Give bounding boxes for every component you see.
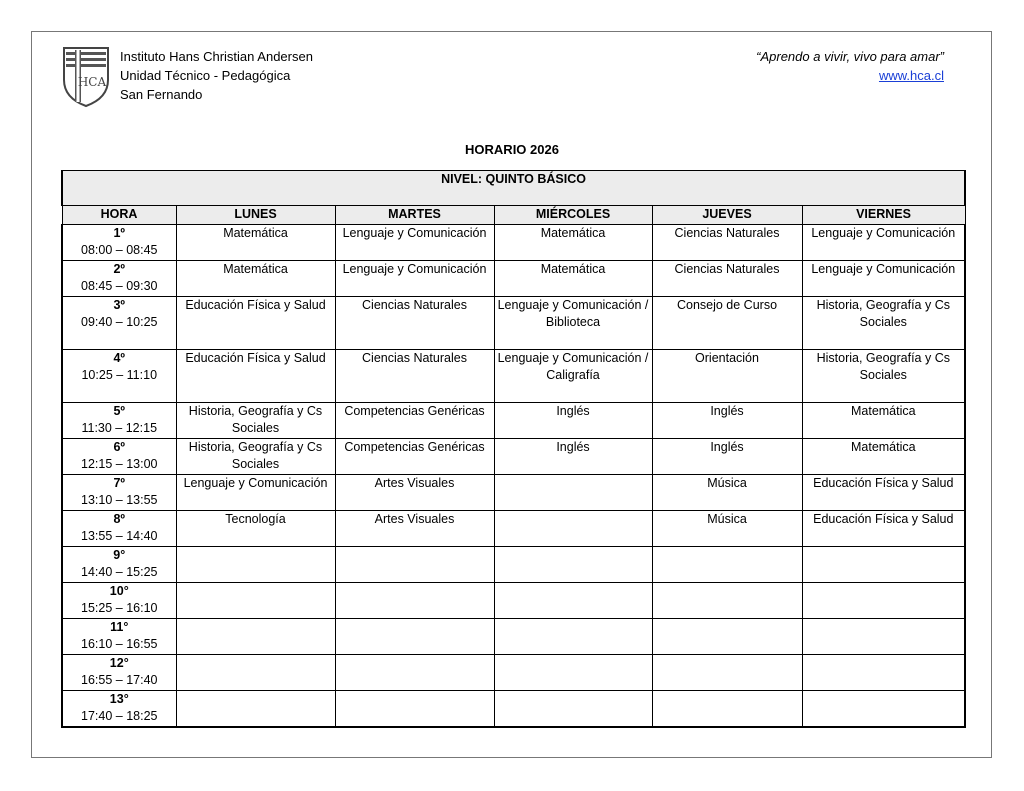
subject-cell xyxy=(494,618,652,654)
schedule-title: HORARIO 2026 xyxy=(465,142,559,157)
period-cell xyxy=(62,618,176,654)
subject-cell xyxy=(335,618,494,654)
subject-cell xyxy=(802,546,965,582)
period-time: 11:30 – 12:15 xyxy=(81,421,158,435)
subject-cell xyxy=(176,618,335,654)
period-time: 09:40 – 10:25 xyxy=(81,315,158,329)
period-number: 13° xyxy=(109,691,129,706)
subject-cell xyxy=(176,654,335,690)
table-row xyxy=(62,438,965,474)
subject-cell: Inglés xyxy=(494,402,652,438)
period-cell xyxy=(62,654,176,690)
period-number: 12° xyxy=(109,655,129,670)
level-label: NIVEL: QUINTO BÁSICO xyxy=(62,171,965,206)
period-time: 15:25 – 16:10 xyxy=(81,601,158,615)
subject-cell: Inglés xyxy=(652,402,802,438)
table-row xyxy=(62,349,965,402)
subject-cell: Consejo de Curso xyxy=(652,296,802,349)
subject-cell xyxy=(176,546,335,582)
period-cell xyxy=(62,224,176,260)
period-number: 9° xyxy=(113,547,126,562)
period-number: 7º xyxy=(113,475,126,490)
subject-cell: Artes Visuales xyxy=(335,510,494,546)
subject-cell xyxy=(652,654,802,690)
subject-cell xyxy=(176,690,335,727)
period-number: 3º xyxy=(113,297,126,312)
table-row xyxy=(62,618,965,654)
period-cell xyxy=(62,260,176,296)
table-row xyxy=(62,296,965,349)
period-cell xyxy=(62,296,176,349)
subject-cell: Ciencias Naturales xyxy=(652,224,802,260)
subject-cell xyxy=(494,690,652,727)
period-cell xyxy=(62,402,176,438)
subject-cell xyxy=(652,690,802,727)
school-motto: “Aprendo a vivir, vivo para amar” xyxy=(756,49,944,64)
subject-cell xyxy=(494,510,652,546)
table-row xyxy=(62,510,965,546)
subject-cell xyxy=(335,654,494,690)
table-row xyxy=(62,690,965,727)
subject-cell xyxy=(494,582,652,618)
period-cell xyxy=(62,546,176,582)
period-time: 17:40 – 18:25 xyxy=(81,709,158,723)
period-number: 2º xyxy=(113,261,126,276)
subject-cell xyxy=(802,582,965,618)
subject-cell xyxy=(652,582,802,618)
subject-cell: Orientación xyxy=(652,349,802,402)
table-row xyxy=(62,402,965,438)
table-row xyxy=(62,582,965,618)
column-header-4: JUEVES xyxy=(652,206,802,225)
subject-cell: Competencias Genéricas xyxy=(335,402,494,438)
subject-cell: Artes Visuales xyxy=(335,474,494,510)
column-header-1: LUNES xyxy=(176,206,335,225)
subject-cell: Lenguaje y Comunicación xyxy=(176,474,335,510)
website-link[interactable]: www.hca.cl xyxy=(878,68,944,83)
period-number: 5º xyxy=(113,403,126,418)
period-number: 8º xyxy=(113,511,126,526)
subject-cell: Ciencias Naturales xyxy=(335,349,494,402)
period-time: 16:10 – 16:55 xyxy=(81,637,158,651)
subject-cell: Lenguaje y Comunicación / Caligrafía xyxy=(494,349,652,402)
subject-cell: Historia, Geografía y Cs Sociales xyxy=(802,296,965,349)
table-row xyxy=(62,260,965,296)
subject-cell: Educación Física y Salud xyxy=(802,474,965,510)
period-number: 11° xyxy=(110,619,129,634)
period-cell xyxy=(62,349,176,402)
subject-cell xyxy=(802,654,965,690)
city-name: San Fernando xyxy=(120,87,203,102)
period-time: 12:15 – 13:00 xyxy=(81,457,158,471)
subject-cell: Inglés xyxy=(652,438,802,474)
subject-cell: Competencias Genéricas xyxy=(335,438,494,474)
subject-cell: Lenguaje y Comunicación xyxy=(335,224,494,260)
subject-cell: Matemática xyxy=(802,438,965,474)
subject-cell xyxy=(176,582,335,618)
subject-cell xyxy=(335,690,494,727)
subject-cell: Matemática xyxy=(176,260,335,296)
subject-cell: Educación Física y Salud xyxy=(176,296,335,349)
period-time: 10:25 – 11:10 xyxy=(81,368,158,382)
svg-text:HCA: HCA xyxy=(77,75,107,89)
subject-cell: Educación Física y Salud xyxy=(176,349,335,402)
institution-header xyxy=(120,47,313,104)
period-number: 4º xyxy=(113,350,126,365)
subject-cell: Lenguaje y Comunicación / Biblioteca xyxy=(494,296,652,349)
motto-block xyxy=(756,47,944,85)
period-time: 13:55 – 14:40 xyxy=(81,529,158,543)
subject-cell: Matemática xyxy=(494,224,652,260)
column-header-3: MIÉRCOLES xyxy=(494,206,652,225)
period-number: 10° xyxy=(109,583,129,598)
subject-cell: Inglés xyxy=(494,438,652,474)
period-cell xyxy=(62,510,176,546)
column-header-2: MARTES xyxy=(335,206,494,225)
subject-cell xyxy=(494,546,652,582)
subject-cell xyxy=(802,618,965,654)
subject-cell: Historia, Geografía y Cs Sociales xyxy=(176,402,335,438)
period-time: 08:00 – 08:45 xyxy=(81,243,158,257)
subject-cell: Educación Física y Salud xyxy=(802,510,965,546)
subject-cell xyxy=(802,690,965,727)
unit-name: Unidad Técnico - Pedagógica xyxy=(120,68,291,83)
period-number: 6º xyxy=(113,439,126,454)
period-cell xyxy=(62,690,176,727)
period-cell xyxy=(62,438,176,474)
table-row xyxy=(62,224,965,260)
period-cell xyxy=(62,474,176,510)
table-row xyxy=(62,654,965,690)
subject-cell: Matemática xyxy=(494,260,652,296)
subject-cell xyxy=(494,474,652,510)
table-row xyxy=(62,474,965,510)
period-cell xyxy=(62,582,176,618)
subject-cell: Ciencias Naturales xyxy=(652,260,802,296)
subject-cell: Lenguaje y Comunicación xyxy=(802,260,965,296)
subject-cell: Matemática xyxy=(802,402,965,438)
period-time: 16:55 – 17:40 xyxy=(81,673,158,687)
subject-cell: Tecnología xyxy=(176,510,335,546)
column-header-0: HORA xyxy=(62,206,176,225)
subject-cell: Lenguaje y Comunicación xyxy=(335,260,494,296)
subject-cell: Música xyxy=(652,510,802,546)
subject-cell xyxy=(652,618,802,654)
schedule-table xyxy=(61,170,966,728)
subject-cell: Matemática xyxy=(176,224,335,260)
subject-cell xyxy=(335,582,494,618)
table-row xyxy=(62,546,965,582)
period-time: 13:10 – 13:55 xyxy=(81,493,158,507)
subject-cell: Música xyxy=(652,474,802,510)
period-time: 08:45 – 09:30 xyxy=(81,279,158,293)
period-time: 14:40 – 15:25 xyxy=(81,565,158,579)
subject-cell xyxy=(494,654,652,690)
school-logo xyxy=(62,46,110,108)
subject-cell xyxy=(335,546,494,582)
institution-name: Instituto Hans Christian Andersen xyxy=(120,49,313,64)
subject-cell xyxy=(652,546,802,582)
subject-cell: Lenguaje y Comunicación xyxy=(802,224,965,260)
subject-cell: Historia, Geografía y Cs Sociales xyxy=(176,438,335,474)
column-header-5: VIERNES xyxy=(802,206,965,225)
period-number: 1º xyxy=(113,225,126,240)
subject-cell: Ciencias Naturales xyxy=(335,296,494,349)
subject-cell: Historia, Geografía y Cs Sociales xyxy=(802,349,965,402)
